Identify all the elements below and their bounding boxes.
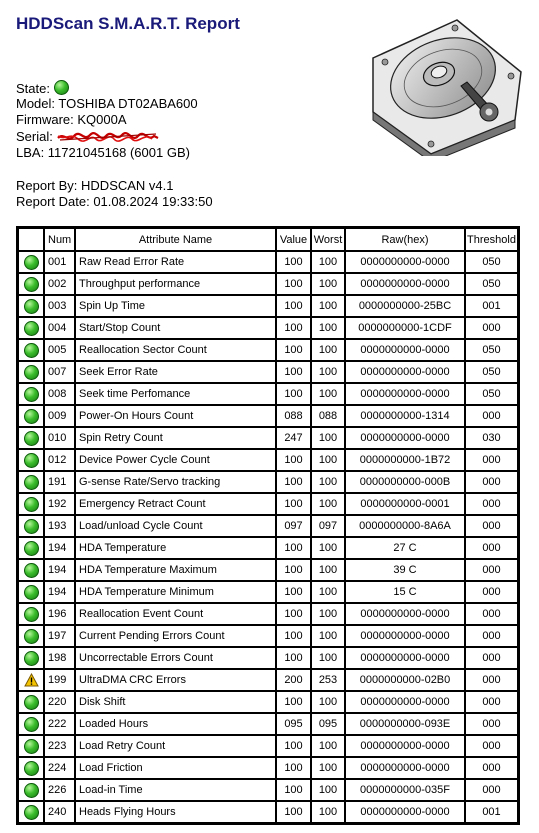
attr-value: 100: [276, 779, 311, 801]
attr-value: 100: [276, 273, 311, 295]
smart-table-body: [18, 251, 518, 823]
attr-worst: 100: [311, 603, 345, 625]
attr-raw: 0000000000-0000: [345, 273, 465, 295]
attr-name: Load Friction: [75, 757, 276, 779]
header-value: Value: [276, 228, 311, 251]
header-attribute-name: Attribute Name: [75, 228, 276, 251]
attr-worst: 100: [311, 427, 345, 449]
ok-status-icon: [24, 585, 39, 600]
attr-raw: 0000000000-25BC: [345, 295, 465, 317]
attr-name: Seek time Perfomance: [75, 383, 276, 405]
ok-status-icon: [24, 497, 39, 512]
attr-value: 100: [276, 537, 311, 559]
status-cell: [18, 449, 44, 471]
lba: LBA: 11721045168 (6001 GB): [16, 144, 190, 160]
redacted-serial-scribble: [56, 130, 160, 144]
attr-num: 224: [44, 757, 75, 779]
attr-name: HDA Temperature Maximum: [75, 559, 276, 581]
ok-status-icon: [24, 563, 39, 578]
ok-status-icon: [24, 475, 39, 490]
attr-worst: 100: [311, 471, 345, 493]
attr-worst: 253: [311, 669, 345, 691]
table-row: [18, 405, 518, 427]
attr-name: UltraDMA CRC Errors: [75, 669, 276, 691]
attr-worst: 100: [311, 801, 345, 823]
ok-status-icon: [24, 629, 39, 644]
ok-status-icon: [24, 651, 39, 666]
attr-name: Start/Stop Count: [75, 317, 276, 339]
attr-name: Load-in Time: [75, 779, 276, 801]
attr-name: Spin Up Time: [75, 295, 276, 317]
attr-num: 005: [44, 339, 75, 361]
ok-status-icon: [24, 739, 39, 754]
attr-raw: 39 C: [345, 559, 465, 581]
attr-name: Power-On Hours Count: [75, 405, 276, 427]
attr-value: 100: [276, 735, 311, 757]
attr-worst: 100: [311, 735, 345, 757]
ok-status-icon: [24, 321, 39, 336]
attr-raw: 0000000000-0000: [345, 757, 465, 779]
attr-raw: 0000000000-02B0: [345, 669, 465, 691]
drive-info: [16, 80, 198, 161]
attr-threshold: 050: [465, 361, 518, 383]
table-row: [18, 647, 518, 669]
attr-threshold: 000: [465, 515, 518, 537]
green-status-icon: [54, 80, 69, 95]
attr-num: 192: [44, 493, 75, 515]
attr-name: G-sense Rate/Servo tracking: [75, 471, 276, 493]
attr-num: 009: [44, 405, 75, 427]
attr-raw: 0000000000-035F: [345, 779, 465, 801]
attr-value: 100: [276, 581, 311, 603]
attr-value: 100: [276, 625, 311, 647]
attr-name: Reallocation Sector Count: [75, 339, 276, 361]
ok-status-icon: [24, 255, 39, 270]
attr-worst: 100: [311, 251, 345, 273]
table-row: [18, 713, 518, 735]
attr-worst: 100: [311, 295, 345, 317]
attr-threshold: 050: [465, 339, 518, 361]
header-threshold: Threshold: [465, 228, 518, 251]
status-cell: [18, 581, 44, 603]
ok-status-icon: [24, 761, 39, 776]
attr-raw: 0000000000-000B: [345, 471, 465, 493]
attr-value: 100: [276, 317, 311, 339]
attr-name: Reallocation Event Count: [75, 603, 276, 625]
attr-worst: 100: [311, 383, 345, 405]
attr-num: 010: [44, 427, 75, 449]
status-cell: [18, 427, 44, 449]
attr-worst: 100: [311, 361, 345, 383]
attr-value: 200: [276, 669, 311, 691]
attr-raw: 0000000000-0000: [345, 361, 465, 383]
attr-threshold: 001: [465, 295, 518, 317]
ok-status-icon: [24, 343, 39, 358]
ok-status-icon: [24, 299, 39, 314]
attr-name: Uncorrectable Errors Count: [75, 647, 276, 669]
attr-value: 095: [276, 713, 311, 735]
table-row: [18, 493, 518, 515]
attr-threshold: 050: [465, 251, 518, 273]
header-status: [18, 228, 44, 251]
ok-status-icon: [24, 783, 39, 798]
attr-worst: 100: [311, 493, 345, 515]
status-cell: [18, 801, 44, 823]
attr-num: 222: [44, 713, 75, 735]
attr-name: Raw Read Error Rate: [75, 251, 276, 273]
table-row: [18, 339, 518, 361]
attr-num: 194: [44, 537, 75, 559]
ok-status-icon: [24, 541, 39, 556]
status-cell: [18, 339, 44, 361]
table-row: [18, 383, 518, 405]
report-date: Report Date: 01.08.2024 19:33:50: [16, 194, 213, 210]
attr-raw: 15 C: [345, 581, 465, 603]
attr-num: 012: [44, 449, 75, 471]
report-title: HDDScan S.M.A.R.T. Report: [16, 14, 240, 33]
attr-name: Throughput performance: [75, 273, 276, 295]
table-row: [18, 757, 518, 779]
status-cell: [18, 537, 44, 559]
ok-status-icon: [24, 431, 39, 446]
attr-value: 247: [276, 427, 311, 449]
attr-threshold: 030: [465, 427, 518, 449]
status-cell: [18, 779, 44, 801]
attr-threshold: 000: [465, 779, 518, 801]
attr-worst: 088: [311, 405, 345, 427]
attr-value: 100: [276, 757, 311, 779]
attr-threshold: 000: [465, 317, 518, 339]
attr-threshold: 000: [465, 559, 518, 581]
attr-raw: 27 C: [345, 537, 465, 559]
status-cell: [18, 405, 44, 427]
attr-raw: 0000000000-0000: [345, 339, 465, 361]
attr-value: 100: [276, 251, 311, 273]
attr-threshold: 000: [465, 537, 518, 559]
attr-worst: 100: [311, 339, 345, 361]
table-row: [18, 801, 518, 823]
ok-status-icon: [24, 607, 39, 622]
attr-worst: 100: [311, 537, 345, 559]
attr-threshold: 000: [465, 449, 518, 471]
attr-num: 220: [44, 691, 75, 713]
ok-status-icon: [24, 409, 39, 424]
status-cell: [18, 669, 44, 691]
attr-value: 100: [276, 559, 311, 581]
attr-name: Spin Retry Count: [75, 427, 276, 449]
attr-num: 199: [44, 669, 75, 691]
attr-value: 100: [276, 471, 311, 493]
attr-value: 100: [276, 361, 311, 383]
table-row: [18, 449, 518, 471]
table-row: [18, 361, 518, 383]
status-cell: [18, 603, 44, 625]
table-row: [18, 537, 518, 559]
table-row: [18, 317, 518, 339]
attr-name: HDA Temperature Minimum: [75, 581, 276, 603]
attr-num: 001: [44, 251, 75, 273]
attr-worst: 100: [311, 581, 345, 603]
attr-raw: 0000000000-0000: [345, 735, 465, 757]
status-cell: [18, 493, 44, 515]
status-cell: [18, 251, 44, 273]
attr-threshold: 000: [465, 581, 518, 603]
attr-threshold: 000: [465, 603, 518, 625]
status-cell: [18, 361, 44, 383]
table-row: [18, 273, 518, 295]
attr-worst: 100: [311, 449, 345, 471]
attr-num: 240: [44, 801, 75, 823]
attr-value: 100: [276, 647, 311, 669]
state-label: State:: [16, 81, 50, 96]
table-row: [18, 735, 518, 757]
attr-value: 100: [276, 603, 311, 625]
hard-drive-icon: [365, 16, 525, 156]
attr-num: 194: [44, 581, 75, 603]
attr-name: Loaded Hours: [75, 713, 276, 735]
status-cell: [18, 757, 44, 779]
status-cell: [18, 647, 44, 669]
ok-status-icon: [24, 717, 39, 732]
ok-status-icon: [24, 387, 39, 402]
attr-num: 193: [44, 515, 75, 537]
attr-threshold: 000: [465, 757, 518, 779]
attr-threshold: 000: [465, 735, 518, 757]
attr-value: 097: [276, 515, 311, 537]
report-meta: [16, 178, 213, 210]
status-cell: [18, 471, 44, 493]
status-cell: [18, 273, 44, 295]
attr-worst: 100: [311, 625, 345, 647]
attr-worst: 100: [311, 647, 345, 669]
ok-status-icon: [24, 805, 39, 820]
attr-num: 198: [44, 647, 75, 669]
attr-name: Device Power Cycle Count: [75, 449, 276, 471]
attr-num: 004: [44, 317, 75, 339]
status-cell: [18, 295, 44, 317]
ok-status-icon: [24, 695, 39, 710]
attr-value: 100: [276, 801, 311, 823]
attr-num: 008: [44, 383, 75, 405]
table-header-row: [18, 228, 518, 251]
attr-threshold: 000: [465, 669, 518, 691]
attr-worst: 100: [311, 317, 345, 339]
status-cell: [18, 515, 44, 537]
attr-num: 002: [44, 273, 75, 295]
table-row: [18, 251, 518, 273]
table-row: [18, 625, 518, 647]
attr-name: Load Retry Count: [75, 735, 276, 757]
attr-value: 100: [276, 295, 311, 317]
attr-name: Heads Flying Hours: [75, 801, 276, 823]
attr-value: 100: [276, 449, 311, 471]
attr-threshold: 050: [465, 383, 518, 405]
table-row: [18, 295, 518, 317]
attr-worst: 100: [311, 757, 345, 779]
attr-num: 196: [44, 603, 75, 625]
status-cell: [18, 691, 44, 713]
attr-raw: 0000000000-0000: [345, 647, 465, 669]
attr-value: 100: [276, 493, 311, 515]
table-row: [18, 515, 518, 537]
table-row: [18, 581, 518, 603]
attr-threshold: 000: [465, 713, 518, 735]
attr-threshold: 000: [465, 647, 518, 669]
ok-status-icon: [24, 277, 39, 292]
attr-name: HDA Temperature: [75, 537, 276, 559]
attr-raw: 0000000000-0000: [345, 383, 465, 405]
table-row: [18, 669, 518, 691]
attr-value: 100: [276, 383, 311, 405]
report-by: Report By: HDDSCAN v4.1: [16, 178, 174, 193]
attr-raw: 0000000000-1CDF: [345, 317, 465, 339]
firmware: Firmware: KQ000A: [16, 112, 127, 128]
smart-table: [16, 226, 520, 825]
status-cell: [18, 713, 44, 735]
attr-num: 003: [44, 295, 75, 317]
attr-worst: 095: [311, 713, 345, 735]
ok-status-icon: [24, 519, 39, 534]
serial-label: Serial:: [16, 128, 53, 144]
attr-num: 197: [44, 625, 75, 647]
attr-num: 007: [44, 361, 75, 383]
warning-triangle-icon: [24, 673, 39, 687]
state-row: [16, 80, 198, 96]
attr-name: Disk Shift: [75, 691, 276, 713]
attr-value: 100: [276, 339, 311, 361]
attr-raw: 0000000000-0000: [345, 691, 465, 713]
attr-raw: 0000000000-0001: [345, 493, 465, 515]
header-raw: Raw(hex): [345, 228, 465, 251]
attr-raw: 0000000000-1314: [345, 405, 465, 427]
attr-raw: 0000000000-0000: [345, 251, 465, 273]
table-row: [18, 691, 518, 713]
table-row: [18, 559, 518, 581]
attr-worst: 100: [311, 273, 345, 295]
attr-threshold: 000: [465, 405, 518, 427]
attr-worst: 100: [311, 779, 345, 801]
attr-num: 191: [44, 471, 75, 493]
attr-num: 194: [44, 559, 75, 581]
header-num: Num: [44, 228, 75, 251]
table-row: [18, 779, 518, 801]
attr-raw: 0000000000-8A6A: [345, 515, 465, 537]
table-row: [18, 603, 518, 625]
ok-status-icon: [24, 365, 39, 380]
attr-worst: 100: [311, 559, 345, 581]
attr-num: 223: [44, 735, 75, 757]
attr-raw: 0000000000-0000: [345, 427, 465, 449]
attr-raw: 0000000000-0000: [345, 625, 465, 647]
model: Model: TOSHIBA DT02ABA600: [16, 96, 198, 112]
attr-name: Seek Error Rate: [75, 361, 276, 383]
attr-raw: 0000000000-093E: [345, 713, 465, 735]
attr-threshold: 001: [465, 801, 518, 823]
header-worst: Worst: [311, 228, 345, 251]
attr-threshold: 000: [465, 625, 518, 647]
attr-worst: 100: [311, 691, 345, 713]
attr-threshold: 050: [465, 273, 518, 295]
status-cell: [18, 735, 44, 757]
attr-raw: 0000000000-0000: [345, 801, 465, 823]
table-row: [18, 471, 518, 493]
attr-value: 100: [276, 691, 311, 713]
table-row: [18, 427, 518, 449]
attr-num: 226: [44, 779, 75, 801]
attr-name: Load/unload Cycle Count: [75, 515, 276, 537]
attr-threshold: 000: [465, 471, 518, 493]
attr-threshold: 000: [465, 493, 518, 515]
attr-value: 088: [276, 405, 311, 427]
status-cell: [18, 383, 44, 405]
attr-raw: 0000000000-1B72: [345, 449, 465, 471]
ok-status-icon: [24, 453, 39, 468]
attr-name: Current Pending Errors Count: [75, 625, 276, 647]
attr-name: Emergency Retract Count: [75, 493, 276, 515]
serial-row: [16, 129, 198, 145]
status-cell: [18, 317, 44, 339]
attr-raw: 0000000000-0000: [345, 603, 465, 625]
attr-worst: 097: [311, 515, 345, 537]
status-cell: [18, 559, 44, 581]
attr-threshold: 000: [465, 691, 518, 713]
status-cell: [18, 625, 44, 647]
